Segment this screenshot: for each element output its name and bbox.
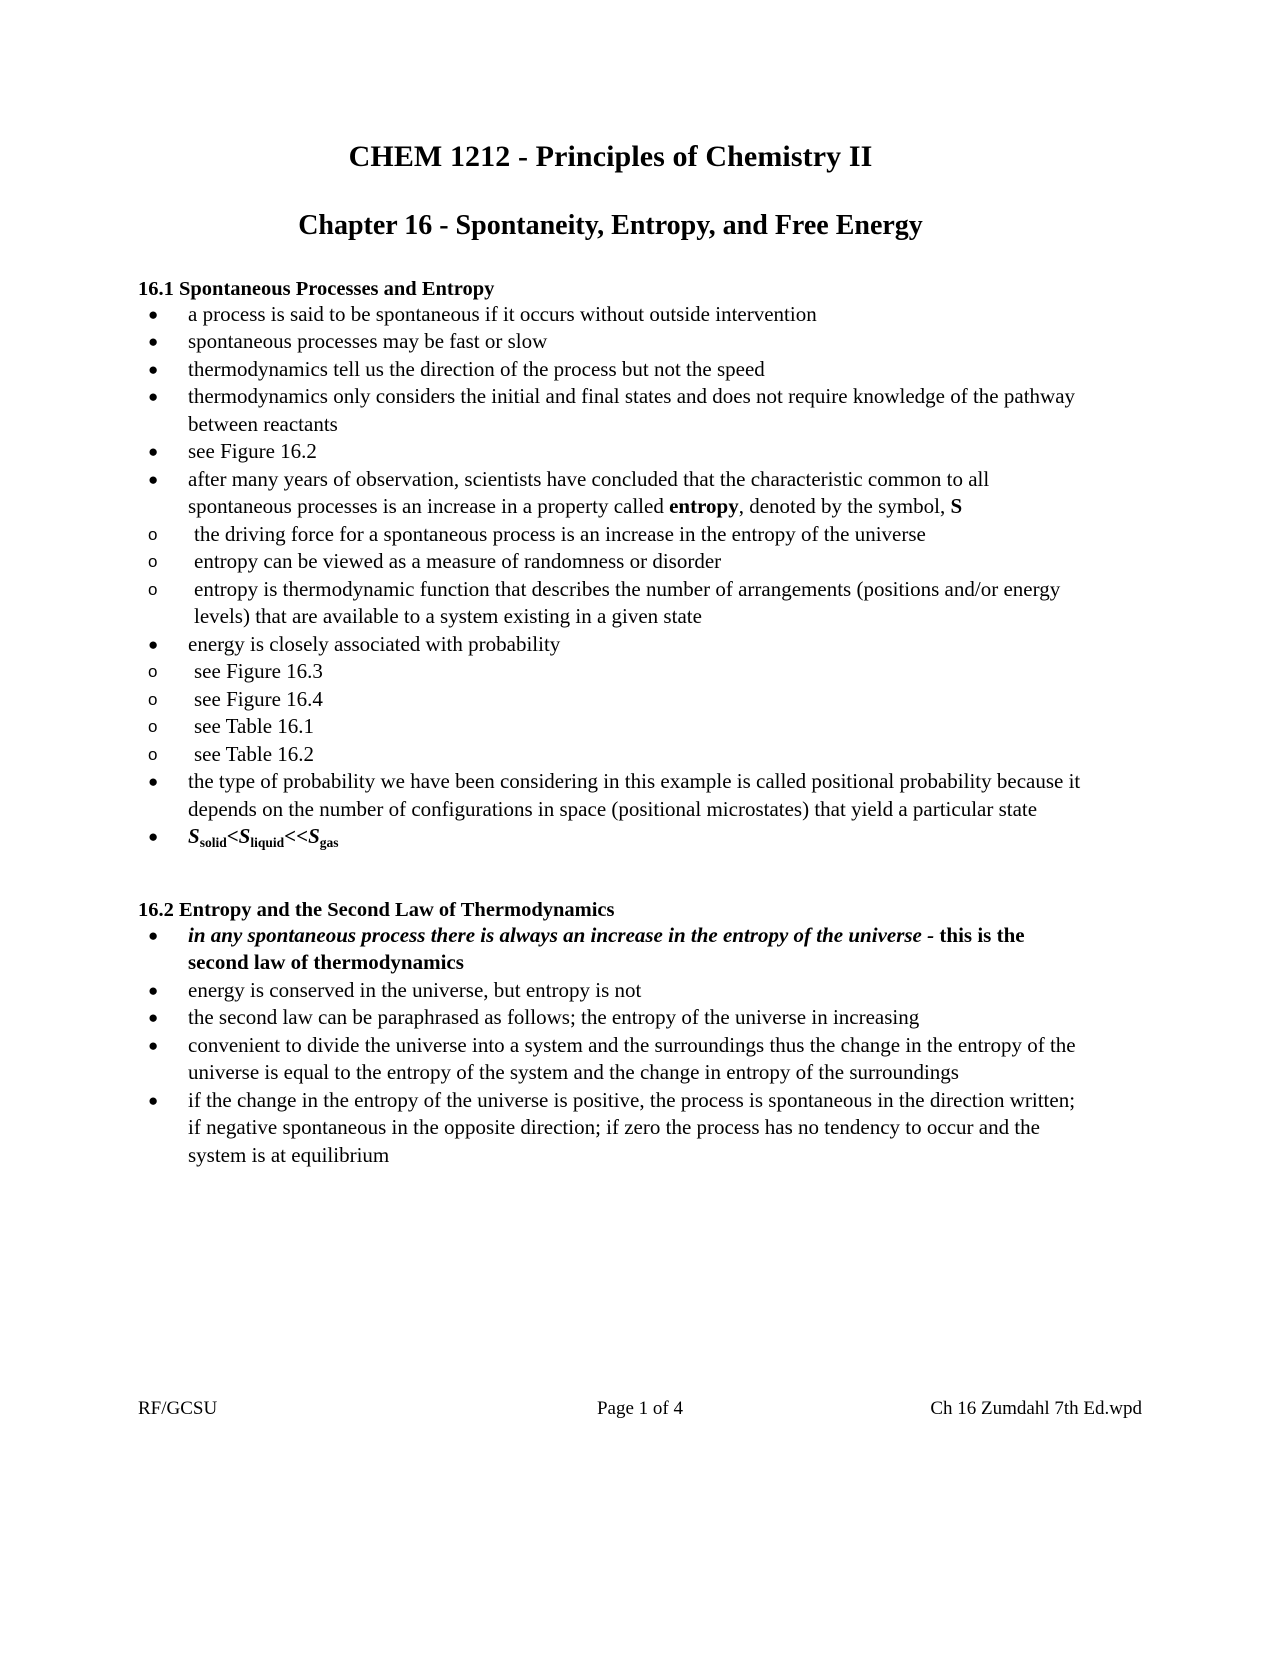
second-law-label: this is the second law of thermodynamics bbox=[188, 922, 1025, 975]
disc-bullet-icon: ● bbox=[148, 442, 159, 462]
list-item-text: energy is closely associated with probability bbox=[188, 631, 561, 656]
disc-bullet-icon: ● bbox=[148, 1008, 159, 1028]
footer-author: RF/GCSU bbox=[138, 1398, 218, 1419]
list-item-text: see Table 16.1 bbox=[194, 714, 315, 739]
section-heading-16-2: 16.2 Entropy and the Second Law of Thermodynamics bbox=[138, 898, 615, 921]
entropy-text-part-1: after many years of observation, scientists have concluded that the characteristic common to all spontaneous processes is an increase in a property called bbox=[188, 466, 990, 519]
list-item bbox=[138, 686, 1083, 714]
disc-bullet-icon: ● bbox=[148, 980, 159, 1000]
circle-bullet-icon: o bbox=[148, 524, 158, 544]
section-16-2-bullet-list bbox=[138, 922, 1083, 1170]
list-item-entropy-inequality bbox=[138, 823, 1083, 853]
formula-operator-ltlt: << bbox=[284, 824, 309, 849]
list-item bbox=[138, 438, 1083, 466]
circle-bullet-icon: o bbox=[148, 552, 158, 572]
section-16-1-bullet-list bbox=[138, 301, 1083, 521]
list-item-text: energy is conserved in the universe, but entropy is not bbox=[188, 977, 642, 1002]
section-heading-16-1: 16.1 Spontaneous Processes and Entropy bbox=[138, 277, 495, 300]
circle-bullet-icon: o bbox=[148, 579, 158, 599]
list-item-text: entropy is thermodynamic function that describes the number of arrangements (positions and/or energy levels) that are available to a system existing in a given state bbox=[194, 576, 1061, 629]
circle-bullet-icon: o bbox=[148, 717, 158, 737]
disc-bullet-icon: ● bbox=[148, 827, 159, 847]
list-item bbox=[138, 977, 1083, 1005]
list-item-text: the second law can be paraphrased as follows; the entropy of the universe in increasing bbox=[188, 1005, 920, 1030]
disc-bullet-icon: ● bbox=[148, 634, 159, 654]
list-item bbox=[138, 301, 1083, 329]
formula-s-liquid: S bbox=[238, 824, 251, 849]
list-item-text: spontaneous processes may be fast or slow bbox=[188, 329, 548, 354]
entropy-text-part-2: , denoted by the symbol, bbox=[738, 494, 951, 519]
circle-bullet-icon: o bbox=[148, 689, 158, 709]
list-item-text: thermodynamics only considers the initial and final states and does not require knowledge of the pathway between reactants bbox=[188, 384, 1076, 436]
disc-bullet-icon: ● bbox=[148, 332, 159, 352]
list-item-text: entropy can be viewed as a measure of randomness or disorder bbox=[194, 549, 722, 574]
page-footer bbox=[138, 1398, 1142, 1420]
formula-s-solid: S bbox=[188, 824, 200, 849]
list-item-second-law bbox=[138, 922, 1083, 977]
formula-sub-solid: solid bbox=[199, 835, 227, 851]
probability-bullet-list bbox=[138, 631, 1083, 659]
disc-bullet-icon: ● bbox=[148, 925, 159, 945]
list-item-text: if the change in the entropy of the universe is positive, the process is spontaneous in the direction written; if negative spontaneous in the opposite direction; if zero the process has no tendency to occur and the system is at equilibrium bbox=[188, 1087, 1076, 1167]
list-item bbox=[138, 328, 1083, 356]
list-item-text: convenient to divide the universe into a system and the surroundings thus the change in the entropy of the universe is equal to the entropy of the system and the change in entropy of the surroundings bbox=[188, 1032, 1076, 1085]
list-item-text: see Figure 16.3 bbox=[194, 659, 323, 684]
list-item-text: see Table 16.2 bbox=[194, 741, 315, 766]
disc-bullet-icon: ● bbox=[148, 304, 159, 324]
list-item bbox=[138, 1087, 1083, 1170]
disc-bullet-icon: ● bbox=[148, 359, 159, 379]
list-item-text: thermodynamics tell us the direction of the process but not the speed bbox=[188, 356, 765, 381]
entropy-term: entropy bbox=[669, 494, 739, 519]
list-item-text: the type of probability we have been considering in this example is called positional probability because it depends on the number of configurations in space (positional microstates) that yield a particular state bbox=[188, 769, 1081, 821]
list-item bbox=[138, 383, 1083, 438]
entropy-subbullet-list bbox=[138, 521, 1083, 631]
list-item bbox=[138, 631, 1083, 659]
list-item-text: see Figure 16.4 bbox=[194, 686, 323, 711]
document-body bbox=[138, 0, 1083, 1169]
list-item bbox=[138, 576, 1083, 631]
list-item-text: the driving force for a spontaneous process is an increase in the entropy of the universe bbox=[194, 521, 926, 546]
formula-operator-lt: < bbox=[226, 824, 239, 849]
positional-probability-list bbox=[138, 768, 1083, 853]
formula-sub-gas: gas bbox=[319, 835, 339, 851]
document-title: CHEM 1212 - Principles of Chemistry II bbox=[348, 140, 873, 173]
disc-bullet-icon: ● bbox=[148, 1090, 159, 1110]
list-item-text: a process is said to be spontaneous if it occurs without outside intervention bbox=[188, 301, 817, 326]
list-item bbox=[138, 658, 1083, 686]
entropy-inequality-formula bbox=[188, 824, 339, 851]
list-item-entropy-definition bbox=[138, 466, 1083, 521]
disc-bullet-icon: ● bbox=[148, 772, 159, 792]
list-item bbox=[138, 356, 1083, 384]
entropy-symbol: S bbox=[950, 494, 963, 519]
list-item bbox=[138, 741, 1083, 769]
circle-bullet-icon: o bbox=[148, 662, 158, 682]
list-item bbox=[138, 548, 1083, 576]
list-item bbox=[138, 768, 1083, 823]
second-law-statement: in any spontaneous process there is always an increase in the entropy of the universe - bbox=[188, 922, 940, 947]
disc-bullet-icon: ● bbox=[148, 1035, 159, 1055]
disc-bullet-icon: ● bbox=[148, 469, 159, 489]
footer-page-number: Page 1 of 4 bbox=[596, 1398, 683, 1419]
formula-sub-liquid: liquid bbox=[250, 835, 285, 851]
formula-s-gas: S bbox=[308, 824, 320, 849]
list-item bbox=[138, 1004, 1083, 1032]
list-item-text: see Figure 16.2 bbox=[188, 439, 317, 464]
list-item bbox=[138, 1032, 1083, 1087]
figure-reference-list bbox=[138, 658, 1083, 768]
document-subtitle: Chapter 16 - Spontaneity, Entropy, and Free Energy bbox=[298, 209, 923, 241]
disc-bullet-icon: ● bbox=[148, 387, 159, 407]
circle-bullet-icon: o bbox=[148, 744, 158, 764]
footer-source-file: Ch 16 Zumdahl 7th Ed.wpd bbox=[930, 1398, 1142, 1419]
list-item bbox=[138, 521, 1083, 549]
list-item bbox=[138, 713, 1083, 741]
